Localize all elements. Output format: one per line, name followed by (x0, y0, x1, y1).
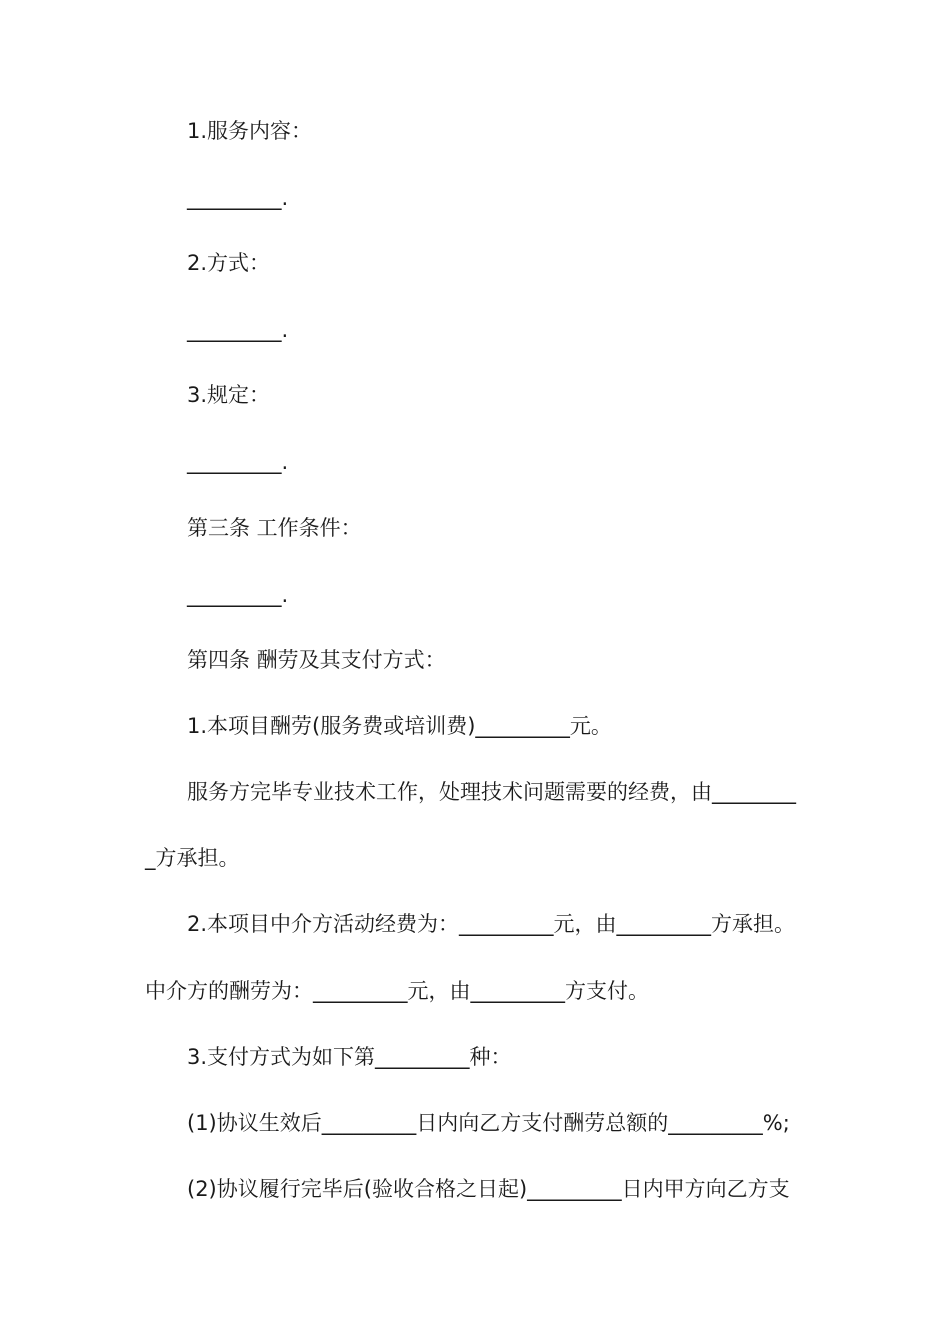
article-4-heading: 第四条 酬劳及其支付方式： (187, 648, 446, 672)
clause-service-content: 1.服务内容： (187, 119, 313, 143)
technical-expense-text: 服务方完毕专业技术工作，处理技术问题需要的经费，由________ (187, 780, 796, 804)
remuneration-item-1: 1.本项目酬劳(服务费或培训费)_________元。 (187, 714, 612, 738)
payment-option-1: (1)协议生效后_________日内向乙方支付酬劳总额的_________%; (187, 1111, 790, 1135)
clause-rules: 3.规定： (187, 383, 271, 407)
payment-method-item-3: 3.支付方式为如下第_________种： (187, 1045, 512, 1069)
remuneration-item-2: 2.本项目中介方活动经费为：_________元，由_________方承担。 (187, 912, 796, 936)
article-3-heading: 第三条 工作条件： (187, 516, 362, 540)
intermediary-fee-text: 中介方的酬劳为：_________元，由_________方支付。 (145, 979, 649, 1003)
clause-method: 2.方式： (187, 251, 271, 275)
blank-line: _________. (187, 318, 289, 342)
blank-line: _________. (187, 450, 289, 474)
blank-line: _________. (187, 583, 289, 607)
payment-option-2: (2)协议履行完毕后(验收合格之日起)_________日内甲方向乙方支 (187, 1177, 790, 1201)
technical-expense-text-continued: _方承担。 (145, 846, 240, 870)
blank-line: _________. (187, 186, 289, 210)
